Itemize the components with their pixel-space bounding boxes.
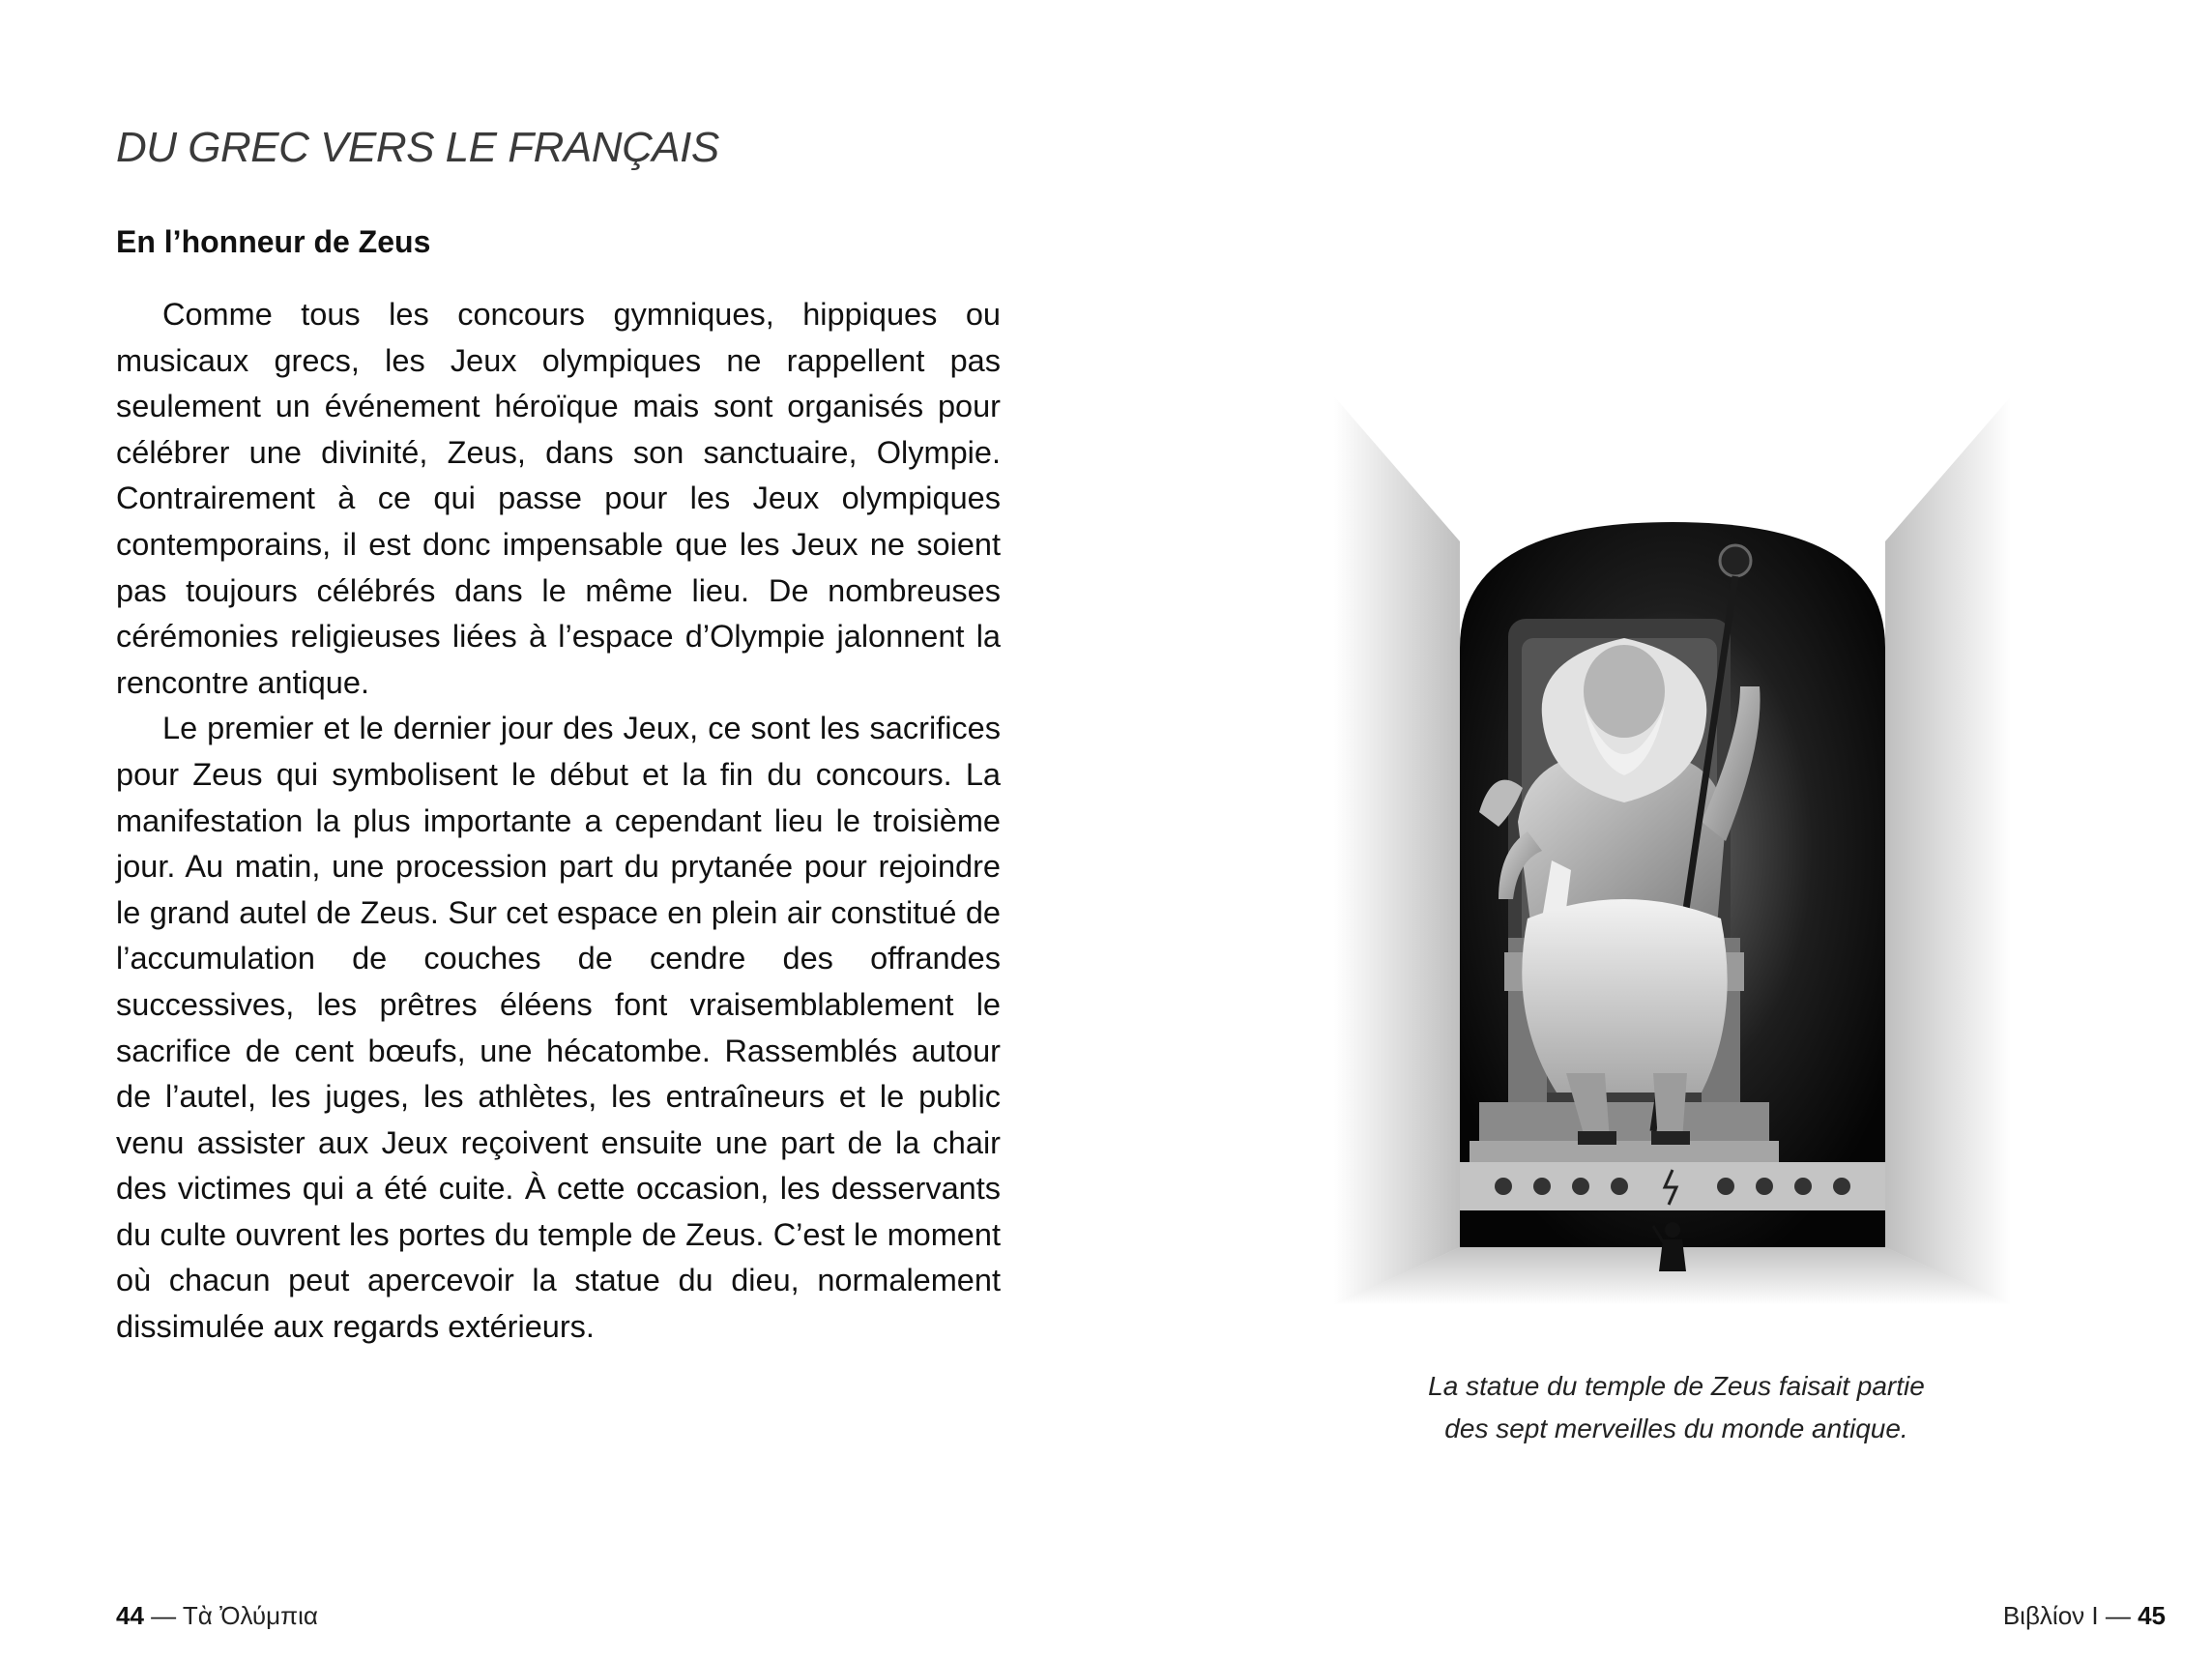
section-title: DU GREC VERS LE FRANÇAIS <box>116 124 719 171</box>
running-title-left: Τὰ Ὀλύμπια <box>182 1601 318 1630</box>
zeus-statue-svg <box>1334 396 2011 1305</box>
page-number-left: 44 <box>116 1601 144 1630</box>
folio-separator-left: — <box>151 1601 177 1630</box>
paragraph-2: Le premier et le dernier jour des Jeux, ce sont les sacrifices pour Zeus qui symbolisent le début et la fin du concours. La manifestation la plus importante a cependant lieu le troisième jour. Au matin, une procession part du prytanée pour rejoindre le grand autel de Zeus. Sur cet espace en plein air constitué de l’accumulation de couches de cendre des offrandes successives, les prêtres éléens font vraisemblablement le sacrifice de cent bœufs, une hécatombe. Rassemblés autour de l’autel, les juges, les athlètes, les entraîneurs et le public venu assister aux Jeux reçoivent ensuite une part de la chair des victimes qui a été cuite. À cette occasion, les desservants du culte ouvrent les portes du temple de Zeus. C’est le moment où chacun peut apercevoir la statue du dieu, normalement dissimulée aux regards extérieurs. <box>116 711 1001 1345</box>
caption-line-2: des sept merveilles du monde antique. <box>1444 1413 1908 1443</box>
running-title-right: Βιβλίον I <box>2002 1601 2099 1630</box>
right-page <box>1106 0 2212 1661</box>
folio-separator-right: — <box>2105 1601 2131 1630</box>
figure-caption <box>1367 1365 1986 1450</box>
zeus-statue-illustration-icon <box>1334 396 2011 1305</box>
folio-left <box>116 1601 318 1631</box>
paragraph-1: Comme tous les concours gymniques, hippiques ou musicaux grecs, les Jeux olympiques ne rappellent pas seulement un événement héroïque mais sont organisés pour célébrer une divinité, Zeus, dans son sanctuaire, Olympie. Contrairement à ce qui passe pour les Jeux olympiques contemporains, il est donc impensable que les Jeux ne soient pas toujours célébrés dans le même lieu. De nombreuses cérémonies religieuses liées à l’espace d’Olympie jalonnent la rencontre antique. <box>116 297 1001 700</box>
subtitle: En l’honneur de Zeus <box>116 224 431 259</box>
caption-line-1: La statue du temple de Zeus faisait partie <box>1428 1371 1925 1401</box>
page-number-right: 45 <box>2138 1601 2166 1630</box>
folio-right <box>2003 1601 2166 1631</box>
body-text <box>116 292 1001 1351</box>
